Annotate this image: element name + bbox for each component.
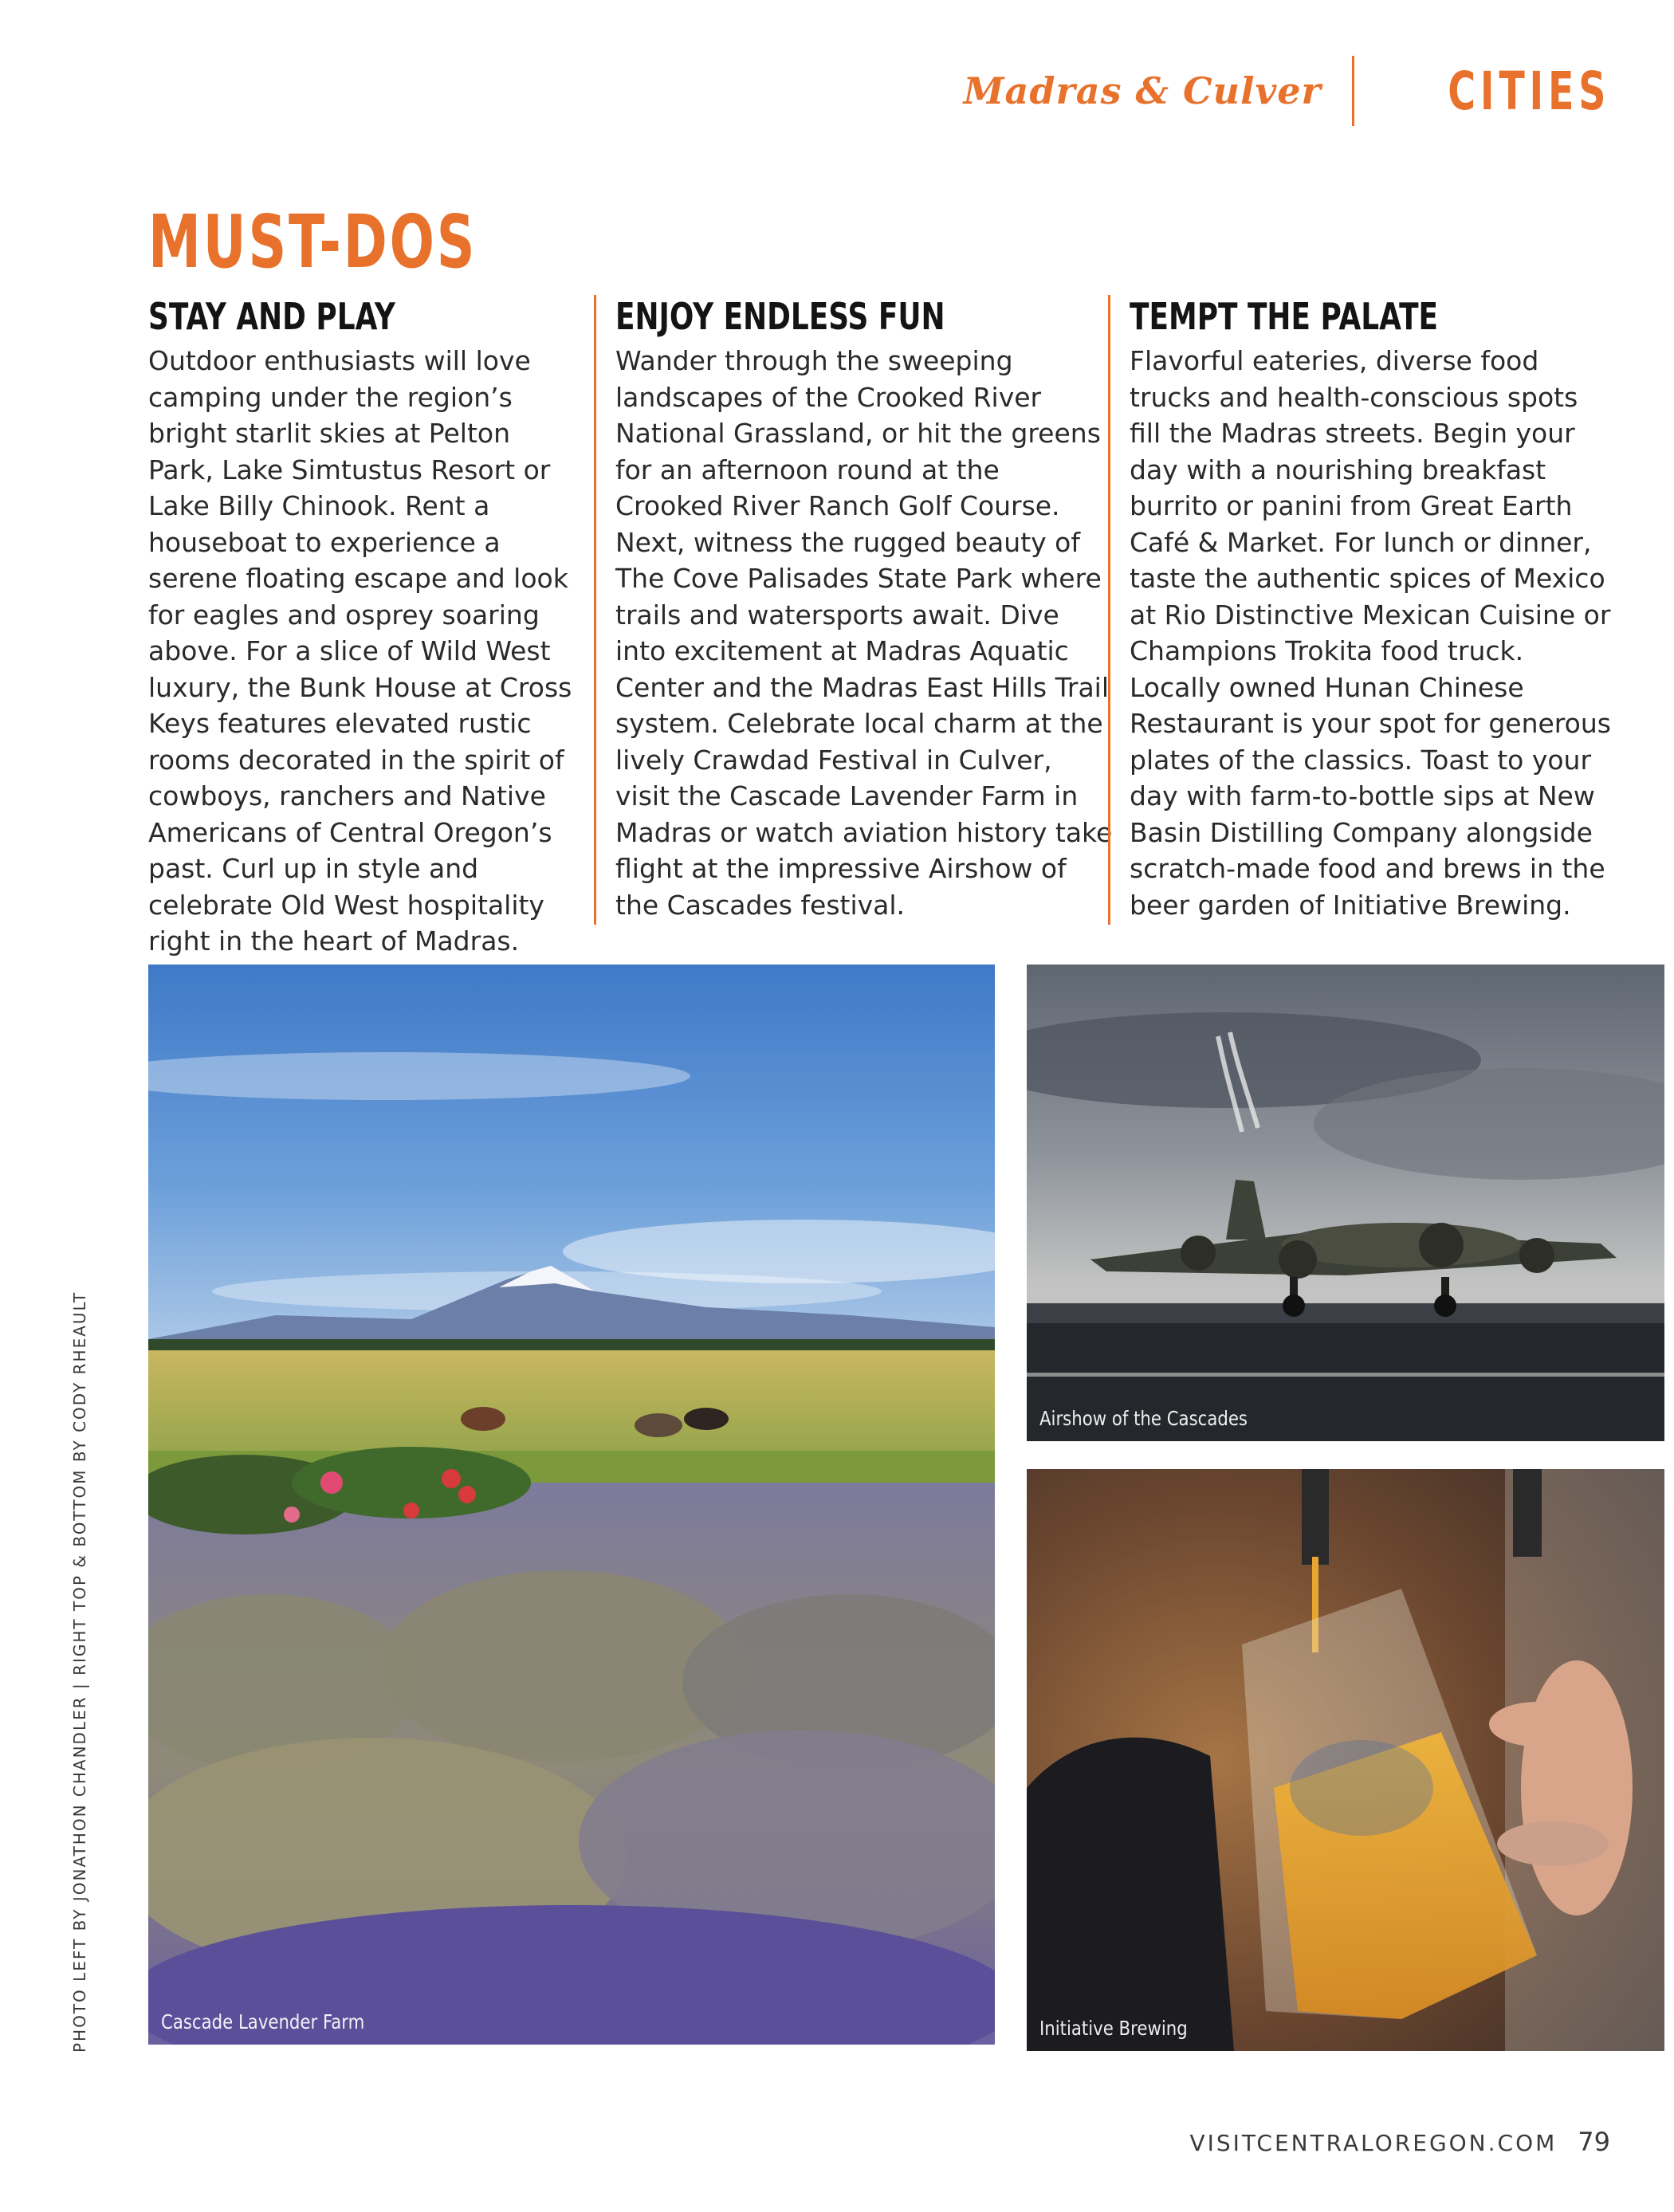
brewing-image <box>1027 1469 1664 2051</box>
page-title: MUST-DOS <box>148 199 477 285</box>
column-title: STAY AND PLAY <box>148 295 395 338</box>
column-body: Outdoor enthusiasts will love camping under the region’s bright starlit skies at Pelton Park, Lake Simtustus Resort or Lake Billy Chinook. Rent a houseboat to experience a serene floating escape and look for eagles and osprey soaring above. For a slice of Wild West luxury, the Bunk House at Cross Keys features elevated rustic rooms decorated in the spirit of cowboys, ranchers and Native Americans of Central Oregon’s past. Curl up in style and celebrate Old West hospitality right in the heart of Madras. <box>148 345 572 957</box>
photo-caption: Cascade Lavender Farm <box>161 2010 365 2033</box>
website-link[interactable]: VISITCENTRALOREGON.COM <box>1189 2130 1558 2156</box>
photo-credit: PHOTO LEFT BY JONATHON CHANDLER | RIGHT TOP & BOTTOM BY CODY RHEAULT <box>70 1291 89 2053</box>
airshow-image <box>1027 965 1664 1441</box>
section-title: Madras & Culver <box>963 69 1322 112</box>
column-tempt-the-palate <box>1108 295 1616 925</box>
column-body: Flavorful eateries, diverse food trucks and health-conscious spots fill the Madras streets. Begin your day with a nourishing breakfast burrito or panini from Great Earth Café & Market. For lunch or dinner, taste the authentic spices of Mexico at Rio Distinctive Mexican Cuisine or Champions Trokita food truck. Locally owned Hunan Chinese Restaurant is your spot for generous plates of the classics. Toast to your day with farm-to-bottle sips at New Basin Distilling Company alongside scratch-made food and brews in the beer garden of Initiative Brewing. <box>1130 345 1611 921</box>
column-title: TEMPT THE PALATE <box>1130 295 1439 338</box>
column-enjoy-endless-fun <box>594 295 1114 925</box>
brewing-photo <box>1027 1469 1664 2051</box>
page-number: 79 <box>1578 2127 1610 2157</box>
page-header <box>964 56 1610 126</box>
page-footer <box>1189 2127 1610 2157</box>
photo-caption: Airshow of the Cascades <box>1039 1407 1248 1430</box>
column-stay-and-play <box>148 295 583 960</box>
column-title: ENJOY ENDLESS FUN <box>615 295 945 338</box>
header-divider <box>1352 56 1354 126</box>
airshow-photo <box>1027 965 1664 1441</box>
category-label: CITIES <box>1448 60 1610 122</box>
photo-caption: Initiative Brewing <box>1039 2017 1188 2040</box>
lavender-farm-image <box>148 965 995 2045</box>
lavender-farm-photo <box>148 965 995 2045</box>
column-body: Wander through the sweeping landscapes of the Crooked River National Grassland, or hit the greens for an afternoon round at the Crooked River Ranch Golf Course. Next, witness the rugged beauty of The Cove Palisades State Park where trails and watersports await. Dive into excitement at Madras Aquatic Center and the Madras East Hills Trail system. Celebrate local charm at the lively Crawdad Festival in Culver, visit the Cascade Lavender Farm in Madras or watch aviation history take flight at the impressive Airshow of the Cascades festival. <box>615 345 1113 921</box>
